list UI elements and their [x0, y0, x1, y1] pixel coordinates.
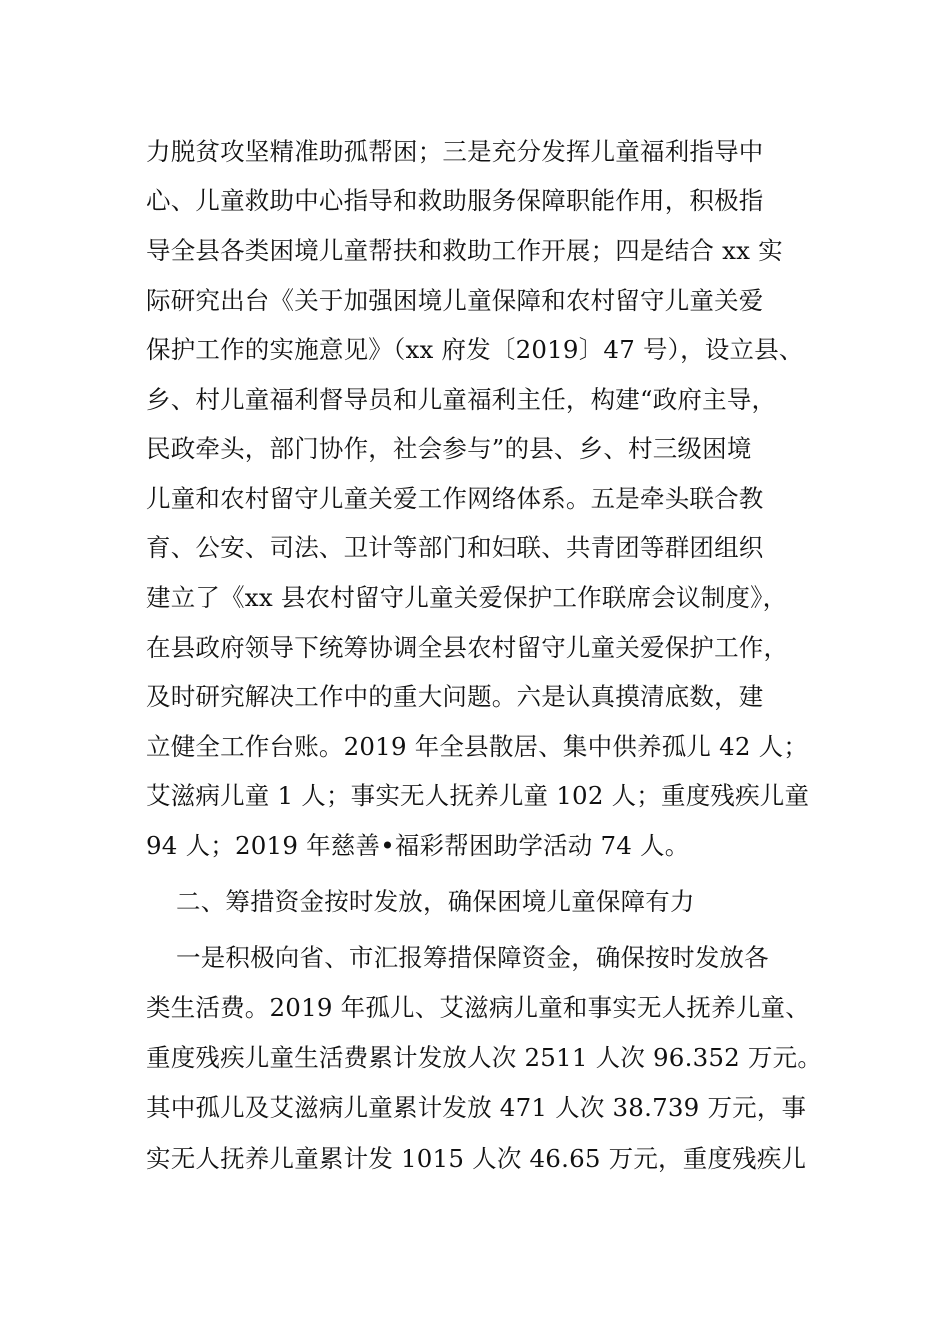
text-line-19: 重度残疾儿童生活费累计发放人次 2511 人次 96.352 万元。 [146, 1043, 823, 1072]
text-line-18: 类生活费。2019 年孤儿、艾滋病儿童和事实无人抚养儿童、 [146, 993, 810, 1022]
text-line-2: 心、儿童救助中心指导和救助服务保障职能作用，积极指 [146, 186, 764, 215]
text-line-5: 保护工作的实施意见》（xx 府发〔2019〕47 号），设立县、 [146, 335, 804, 364]
text-line-7: 民政牵头，部门协作，社会参与”的县、乡、村三级困境 [146, 434, 752, 463]
text-line-6: 乡、村儿童福利督导员和儿童福利主任，构建“政府主导， [146, 385, 777, 414]
text-line-1: 力脱贫攻坚精准助孤帮困；三是充分发挥儿童福利指导中 [146, 137, 764, 166]
text-line-17: 一是积极向省、市汇报筹措保障资金，确保按时发放各 [176, 943, 769, 972]
text-line-15: 94 人；2019 年慈善•福彩帮困助学活动 74 人。 [146, 831, 690, 860]
text-line-21: 实无人抚养儿童累计发 1015 人次 46.65 万元，重度残疾儿 [146, 1144, 807, 1173]
text-line-3: 导全县各类困境儿童帮扶和救助工作开展；四是结合 xx 实 [146, 236, 783, 265]
text-line-8: 儿童和农村留守儿童关爱工作网络体系。五是牵头联合教 [146, 484, 764, 513]
text-line-4: 际研究出台《关于加强困境儿童保障和农村留守儿童关爱 [146, 286, 764, 315]
text-line-13: 立健全工作台账。2019 年全县散居、集中供养孤儿 42 人； [146, 732, 809, 761]
text-line-10: 建立了《xx 县农村留守儿童关爱保护工作联席会议制度》， [146, 583, 788, 612]
text-line-20: 其中孤儿及艾滋病儿童累计发放 471 人次 38.739 万元，事 [146, 1093, 807, 1122]
text-line-9: 育、公安、司法、卫计等部门和妇联、共青团等群团组织 [146, 533, 764, 562]
section-heading: 二、筹措资金按时发放，确保困境儿童保障有力 [176, 887, 695, 916]
text-line-12: 及时研究解决工作中的重大问题。六是认真摸清底数，建 [146, 682, 764, 711]
text-line-14: 艾滋病儿童 1 人；事实无人抚养儿童 102 人；重度残疾儿童 [146, 781, 810, 810]
text-line-11: 在县政府领导下统筹协调全县农村留守儿童关爱保护工作， [146, 633, 789, 662]
